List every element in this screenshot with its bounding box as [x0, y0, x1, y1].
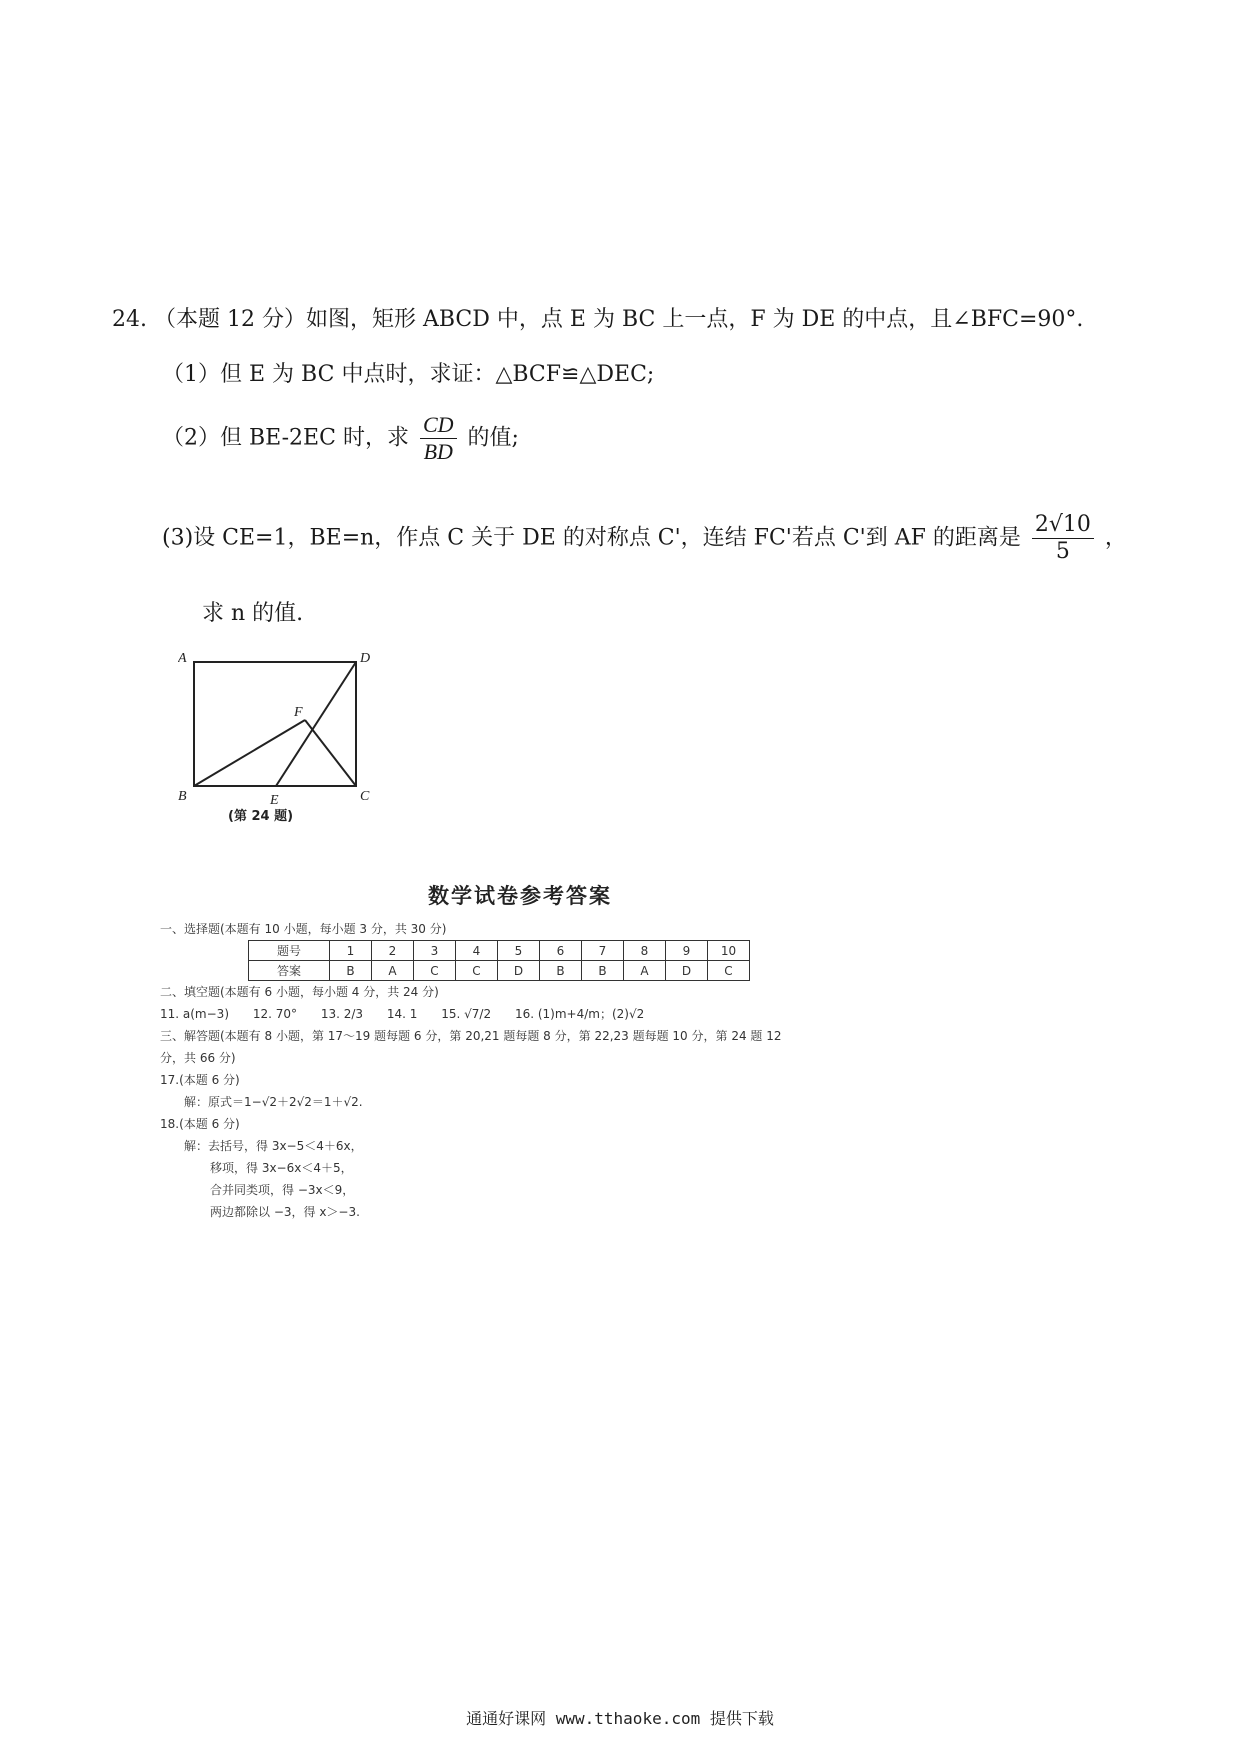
fraction-cd-over-bd [420, 412, 457, 465]
section-3-heading: 三、解答题(本题有 8 小题，第 17～19 题每题 6 分，第 20,21 题每题 8 分，第 22,23 题每题 10 分，第 24 题 12 [160, 1029, 782, 1043]
table-cell: A [372, 961, 414, 981]
label-a: A [178, 651, 187, 666]
q18-step: 合并同类项，得 −3x＜9， [210, 1183, 355, 1197]
fraction-numerator: CD [420, 412, 457, 439]
table-cell: 5 [498, 941, 540, 961]
fill-answer-12: 12. 70° [252, 1007, 297, 1021]
table-cell: D [666, 961, 708, 981]
segment-de [276, 662, 356, 786]
section-2-heading: 二、填空题(本题有 6 小题，每小题 4 分，共 24 分) [160, 985, 439, 999]
fill-answer-16: 16. (1)m+4/m；(2)√2 [514, 1007, 645, 1021]
table-cell: B [582, 961, 624, 981]
table-cell: 10 [708, 941, 750, 961]
part3-suffix: ， [1104, 525, 1127, 551]
table-cell: B [540, 961, 582, 981]
table-cell: D [498, 961, 540, 981]
label-b: B [178, 789, 187, 804]
table-cell: 9 [666, 941, 708, 961]
table-row-numbers [249, 941, 750, 961]
table-cell: 6 [540, 941, 582, 961]
section-1-heading: 一、选择题(本题有 10 小题，每小题 3 分，共 30 分) [160, 922, 447, 936]
question-part-3-cont: 求 n 的值. [202, 601, 304, 626]
answer-key-title: 数学试卷参考答案 [428, 884, 612, 908]
question-part-1: （1）但 E 为 BC 中点时，求证：△BCF≌△DEC; [162, 362, 655, 387]
table-cell: 3 [414, 941, 456, 961]
segment-bf [194, 720, 305, 786]
fraction-numerator: 2√10 [1032, 512, 1094, 539]
q18-step: 两边都除以 −3，得 x＞−3. [210, 1205, 360, 1219]
q17-heading: 17.(本题 6 分) [160, 1073, 240, 1087]
table-cell: 8 [624, 941, 666, 961]
q18-heading: 18.(本题 6 分) [160, 1117, 240, 1131]
rectangle-abcd [194, 662, 356, 786]
figure-caption: (第 24 题) [228, 809, 294, 824]
fraction-denominator: 5 [1055, 539, 1070, 564]
part2-suffix: 的值; [467, 425, 519, 451]
fill-answer-14: 14. 1 [386, 1007, 418, 1021]
section-3-heading-cont: 分，共 66 分) [160, 1051, 236, 1065]
q17-solution: 解：原式＝1−√2＋2√2＝1＋√2. [184, 1095, 363, 1109]
table-cell: C [708, 961, 750, 981]
answer-key [160, 880, 880, 1223]
table-cell: 1 [330, 941, 372, 961]
table-cell: 2 [372, 941, 414, 961]
question-intro-text: （本题 12 分）如图，矩形 ABCD 中，点 E 为 BC 上一点，F 为 DE 的中点，且∠BFC=90°. [154, 307, 1084, 332]
fill-answer-13: 13. 2/3 [320, 1007, 364, 1021]
part2-prefix: （2）但 BE-2EC 时，求 [162, 425, 409, 451]
table-row-answers [249, 961, 750, 981]
fill-in-answers [160, 1003, 880, 1025]
table-header-cell: 题号 [249, 941, 330, 961]
q18-step: 移项，得 3x−6x＜4＋5， [210, 1161, 353, 1175]
q18-step: 解：去括号，得 3x−5＜4＋6x， [184, 1139, 363, 1153]
page-footer: 通通好课网 www.tthaoke.com 提供下载 [466, 1709, 774, 1728]
geometry-figure [178, 648, 378, 826]
question-24-intro [112, 302, 1083, 333]
fraction-distance [1032, 512, 1094, 565]
question-part-2 [162, 412, 519, 465]
table-cell: 4 [456, 941, 498, 961]
part3-prefix: (3)设 CE=1，BE=n，作点 C 关于 DE 的对称点 C'，连结 FC'若点 C'到 AF 的距离是 [162, 525, 1021, 551]
label-d: D [360, 651, 371, 666]
label-f: F [294, 705, 303, 720]
label-e: E [270, 793, 279, 808]
table-cell: B [330, 961, 372, 981]
fill-answer-15: 15. √7/2 [441, 1007, 492, 1021]
fraction-denominator: BD [423, 439, 453, 464]
choice-answer-table [248, 940, 750, 981]
label-c: C [360, 789, 370, 804]
fill-answer-11: 11. a(m−3) [160, 1007, 229, 1021]
table-cell: A [624, 961, 666, 981]
question-part-3 [162, 512, 1127, 565]
question-number: 24. [112, 307, 147, 332]
table-header-cell: 答案 [249, 961, 330, 981]
table-cell: C [414, 961, 456, 981]
table-cell: C [456, 961, 498, 981]
segment-fc [305, 720, 356, 786]
table-cell: 7 [582, 941, 624, 961]
